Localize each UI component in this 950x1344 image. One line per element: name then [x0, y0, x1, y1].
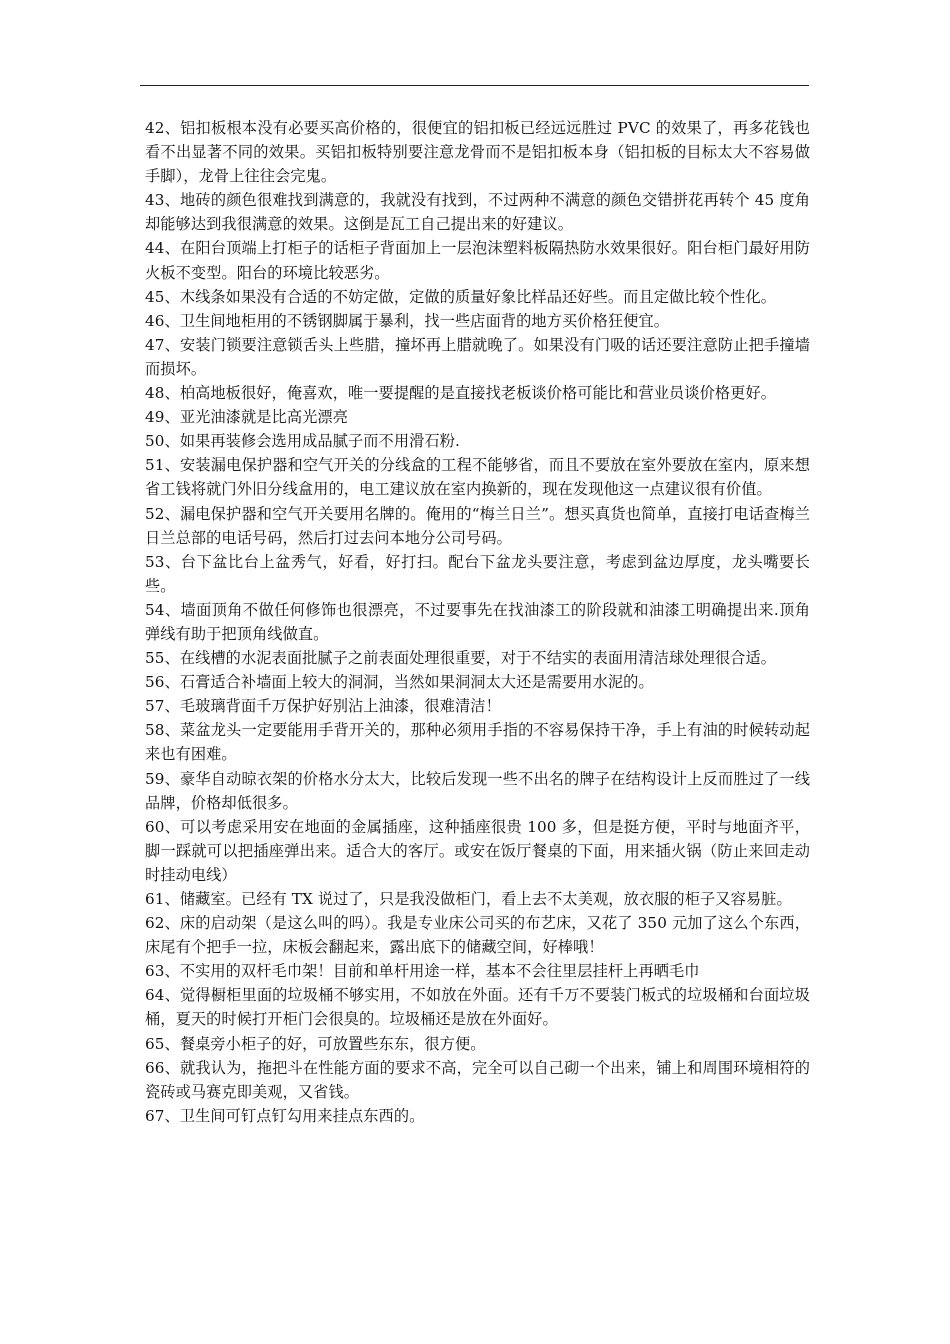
list-item: 42、铝扣板根本没有必要买高价格的，很便宜的铝扣板已经远远胜过 PVC 的效果了，再多花钱也看不出显著不同的效果。买铝扣板特别要注意龙骨而不是铝扣板本身（铝扣板的目标太大不容易做手脚），龙骨上往往会完鬼。 [145, 119, 810, 186]
list-item: 45、木线条如果没有合适的不妨定做，定做的质量好象比样品还好些。而且定做比较个性化。 [145, 287, 777, 306]
list-item: 61、储藏室。已经有 TX 说过了，只是我没做柜门，看上去不太美观，放衣服的柜子又容易脏。 [145, 890, 792, 908]
list-item: 65、餐桌旁小柜子的好，可放置些东东，很方便。 [145, 1034, 486, 1053]
list-item: 47、安装门锁要注意锁舌头上些腊，撞坏再上腊就晚了。如果没有门吸的话还要注意防止把手撞墙而损坏。 [145, 335, 810, 378]
list-item: 64、觉得橱柜里面的垃圾桶不够实用，不如放在外面。还有千万不要装门板式的垃圾桶和台面垃圾桶，夏天的时候打开柜门会很臭的。垃圾桶还是放在外面好。 [145, 986, 810, 1029]
list-item: 52、漏电保护器和空气开关要用名牌的。俺用的“梅兰日兰”。想买真货也简单，直接打电话查梅兰日兰总部的电话号码，然后打过去问本地分公司号码。 [145, 504, 810, 547]
list-item: 55、在线槽的水泥表面批腻子之前表面处理很重要，对于不结实的表面用清洁球处理很合适。 [145, 649, 777, 668]
list-item: 67、卫生间可钉点钉勾用来挂点东西的。 [145, 1106, 425, 1125]
list-item: 59、豪华自动晾衣架的价格水分太大，比较后发现一些不出名的牌子在结构设计上反而胜过了一线品牌，价格却低很多。 [145, 769, 810, 812]
list-item: 57、毛玻璃背面千万保护好别沾上油漆，很难清洁！ [145, 697, 501, 716]
list-item: 44、在阳台顶端上打柜子的话柜子背面加上一层泡沫塑料板隔热防水效果很好。阳台柜门最好用防火板不变型。阳台的环境比较恶劣。 [145, 239, 810, 282]
document-body [145, 116, 810, 1128]
list-item: 58、菜盆龙头一定要能用手背开关的，那种必须用手指的不容易保持干净，手上有油的时候转动起来也有困难。 [145, 721, 810, 764]
list-item: 60、可以考虑采用安在地面的金属插座，这种插座很贵 100 多，但是挺方便，平时与地面齐平，脚一踩就可以把插座弹出来。适合大的客厅。或安在饭厅餐桌的下面，用来插火锅（防止来回走动时挂动电线） [145, 817, 810, 884]
list-item: 49、亚光油漆就是比高光漂亮 [145, 408, 348, 427]
list-item: 62、床的启动架（是这么叫的吗）。我是专业床公司买的布艺床，又花了 350 元加了这么个东西，床尾有个把手一拉，床板会翻起来，露出底下的储藏空间，好棒哦！ [145, 914, 810, 957]
list-item: 66、就我认为，拖把斗在性能方面的要求不高，完全可以自己砌一个出来，铺上和周围环境相符的瓷砖或马赛克即美观，又省钱。 [145, 1058, 810, 1101]
list-item: 46、卫生间地柜用的不锈钢脚属于暴利，找一些店面背的地方买价格狂便宜。 [145, 311, 670, 330]
list-item: 63、不实用的双杆毛巾架！目前和单杆用途一样，基本不会往里层挂杆上再晒毛巾 [145, 962, 700, 981]
list-item: 50、如果再装修会选用成品腻子而不用滑石粉. [145, 432, 460, 451]
list-item: 56、石膏适合补墙面上较大的洞洞，当然如果洞洞太大还是需要用水泥的。 [145, 673, 654, 692]
list-item: 43、地砖的颜色很难找到满意的，我就没有找到，不过两种不满意的颜色交错拼花再转个 45 度角却能够达到我很满意的效果。这倒是瓦工自己提出来的好建议。 [145, 191, 810, 234]
header-rule [140, 85, 809, 86]
list-item: 54、墙面顶角不做任何修饰也很漂亮，不过要事先在找油漆工的阶段就和油漆工明确提出来.顶角弹线有助于把顶角线做直。 [145, 600, 810, 643]
list-item: 53、台下盆比台上盆秀气，好看，好打扫。配台下盆龙头要注意，考虑到盆边厚度，龙头嘴要长些。 [145, 552, 810, 595]
list-item: 48、柏高地板很好，俺喜欢，唯一要提醒的是直接找老板谈价格可能比和营业员谈价格更好。 [145, 384, 777, 403]
list-item: 51、安装漏电保护器和空气开关的分线盒的工程不能够省，而且不要放在室外要放在室内，原来想省工钱将就门外旧分线盒用的，电工建议放在室内换新的，现在发现他这一点建议很有价值。 [145, 456, 810, 499]
